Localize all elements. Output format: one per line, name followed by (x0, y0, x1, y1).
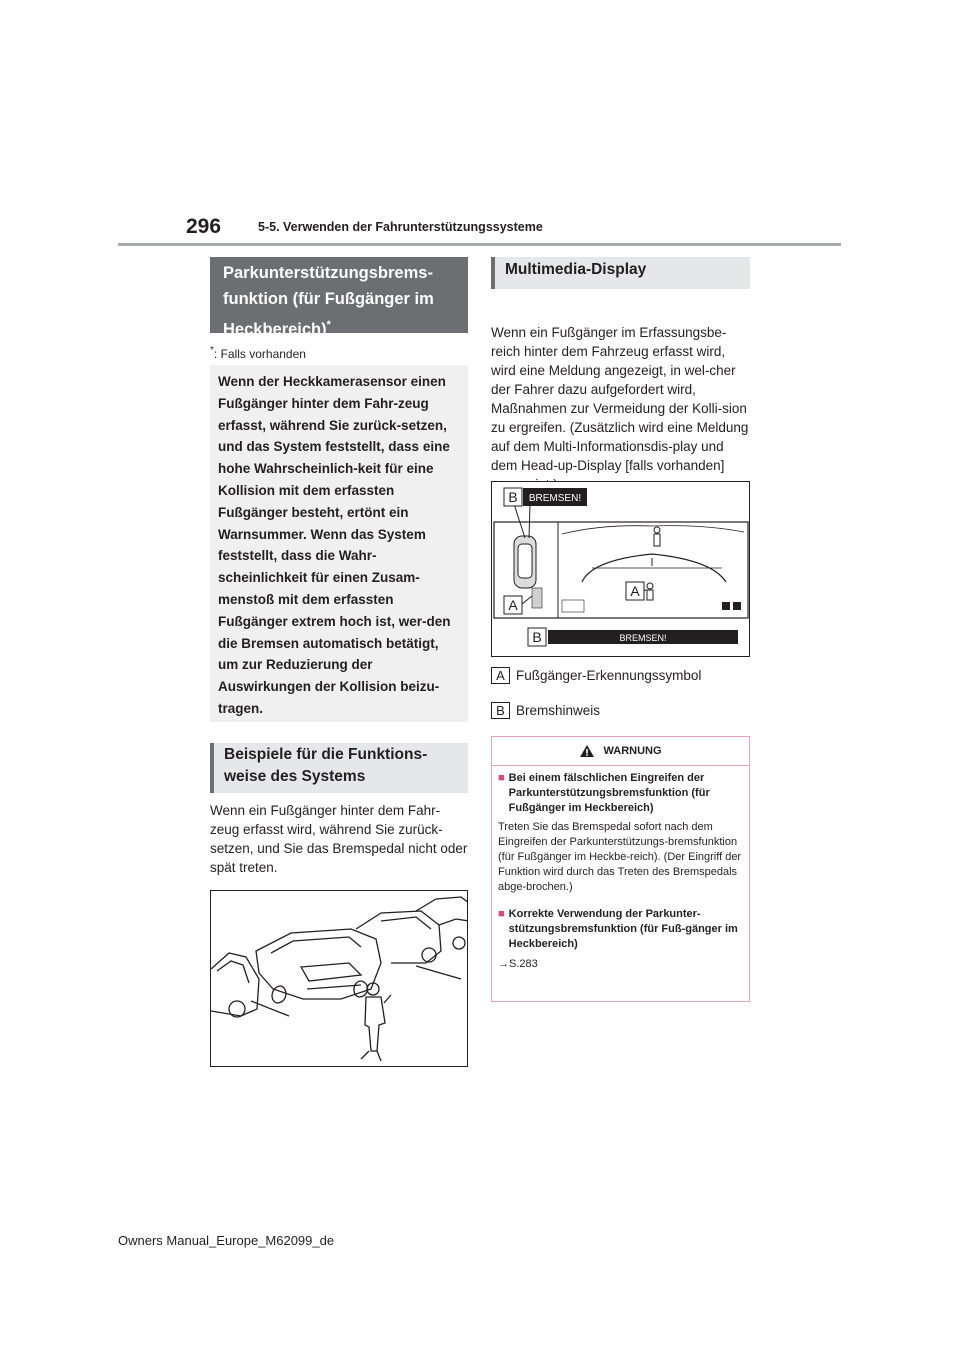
warning-item-1-title: Bei einem fälschlichen Eingreifen der Parkunterstützungsbremsfunktion (für Fußgänger im Heckbereich) (508, 772, 710, 814)
warning-item-2 (498, 907, 743, 952)
warning-body (492, 766, 749, 972)
footnote-text: : Falls vorhanden (213, 347, 306, 361)
section-header: 5-5. Verwenden der Fahrunterstützungssysteme (258, 220, 543, 234)
summary-box (210, 365, 468, 722)
footnote (210, 345, 306, 361)
warning-item-2-reference[interactable] (498, 957, 743, 972)
footer: Owners Manual_Europe_M62099_de (118, 1233, 335, 1248)
legend-item-a (491, 667, 701, 684)
warning-triangle-icon (579, 744, 595, 758)
legend-label-b: Bremshinweis (516, 703, 601, 718)
warning-header (492, 737, 749, 766)
display-screen-drawing (492, 482, 750, 657)
warning-box (491, 736, 750, 1002)
warning-item-2-title: Korrekte Verwendung der Parkunter-stützungsbremsfunktion (für Fuß-gänger im Heckbereich) (508, 908, 738, 950)
header-rule (118, 243, 841, 246)
square-bullet-icon: ■ (498, 908, 505, 920)
examples-heading: Beispiele für die Funktions-weise des Systems (210, 743, 468, 793)
legend-item-b (491, 702, 600, 719)
warning-item-1-text: Treten Sie das Bremspedal sofort nach dem Eingreifen der Parkunterstützungs-bremsfunktion (für Fußgänger im Heckbe-reich). (Der Eingriff der Funktion wird durch das Treten des Bremspedals abge-brochen.) (498, 821, 742, 893)
legend-key-a: A (491, 667, 510, 684)
parking-scene-illustration (210, 890, 468, 1067)
multimedia-display-text: Wenn ein Fußgänger im Erfassungsbe-reich hinter dem Fahrzeug erfasst wird, wird eine Meldung angezeigt, in wel-cher der Fahrer dazu aufgefordert wird, Maßnahmen zur Vermeidung der Kolli-sion zu ergreifen. (Zusätzlich wird eine Meldung auf dem Multi-Informationsdis-play und dem Head-up-Display [falls vorhanden] (491, 325, 749, 473)
section-title-box (210, 257, 468, 339)
legend-key-b: B (491, 702, 510, 719)
bremsen-top-label: BREMSEN! (528, 493, 582, 504)
reference-arrow-icon: → (498, 958, 509, 970)
square-bullet-icon: ■ (498, 772, 505, 784)
warning-title: WARNUNG (603, 745, 662, 757)
display-screen-illustration (491, 481, 750, 657)
callout-b-bottom: B (532, 629, 542, 645)
bremsen-bottom-label: BREMSEN! (619, 633, 667, 643)
callout-a-center: A (630, 583, 640, 599)
parking-scene-drawing (211, 891, 468, 1067)
multimedia-display-heading: Multimedia-Display (491, 257, 750, 289)
callout-b-top: B (508, 489, 518, 505)
section-title: Parkunterstützungsbrems-funktion (für Fußgänger im Heckbereich) (223, 264, 434, 339)
summary-text: Wenn der Heckkamerasensor einen Fußgänger hinter dem Fahr-zeug erfasst, während Sie zurück-setzen, und das System feststellt, dass eine hohe Wahrscheinlich-keit für eine Kollision mit dem erfassten Fußgänger besteht, ertönt ein Warnsummer. Wenn das System feststellt, dass die Wahr-scheinlichkeit für einen Zusam-menstoß mit dem erfassten Fußgänger extrem hoch ist, wer-den die Bremsen automatisch betätigt, um zur Reduzierung der Auswirkungen der Kollision beizu-tragen. (218, 374, 451, 716)
footnote-marker: * (210, 345, 214, 356)
warning-item-1 (498, 771, 743, 816)
reference-page: S.283 (509, 958, 538, 970)
example-text: Wenn ein Fußgänger hinter dem Fahr-zeug erfasst wird, während Sie zurück-setzen, und Sie das Bremspedal nicht oder spät treten. (210, 803, 468, 875)
legend-label-a: Fußgänger-Erkennungssymbol (516, 668, 702, 683)
page-number: 296 (186, 215, 222, 238)
callout-a-left: A (508, 597, 518, 613)
title-footnote-marker: * (326, 319, 331, 331)
